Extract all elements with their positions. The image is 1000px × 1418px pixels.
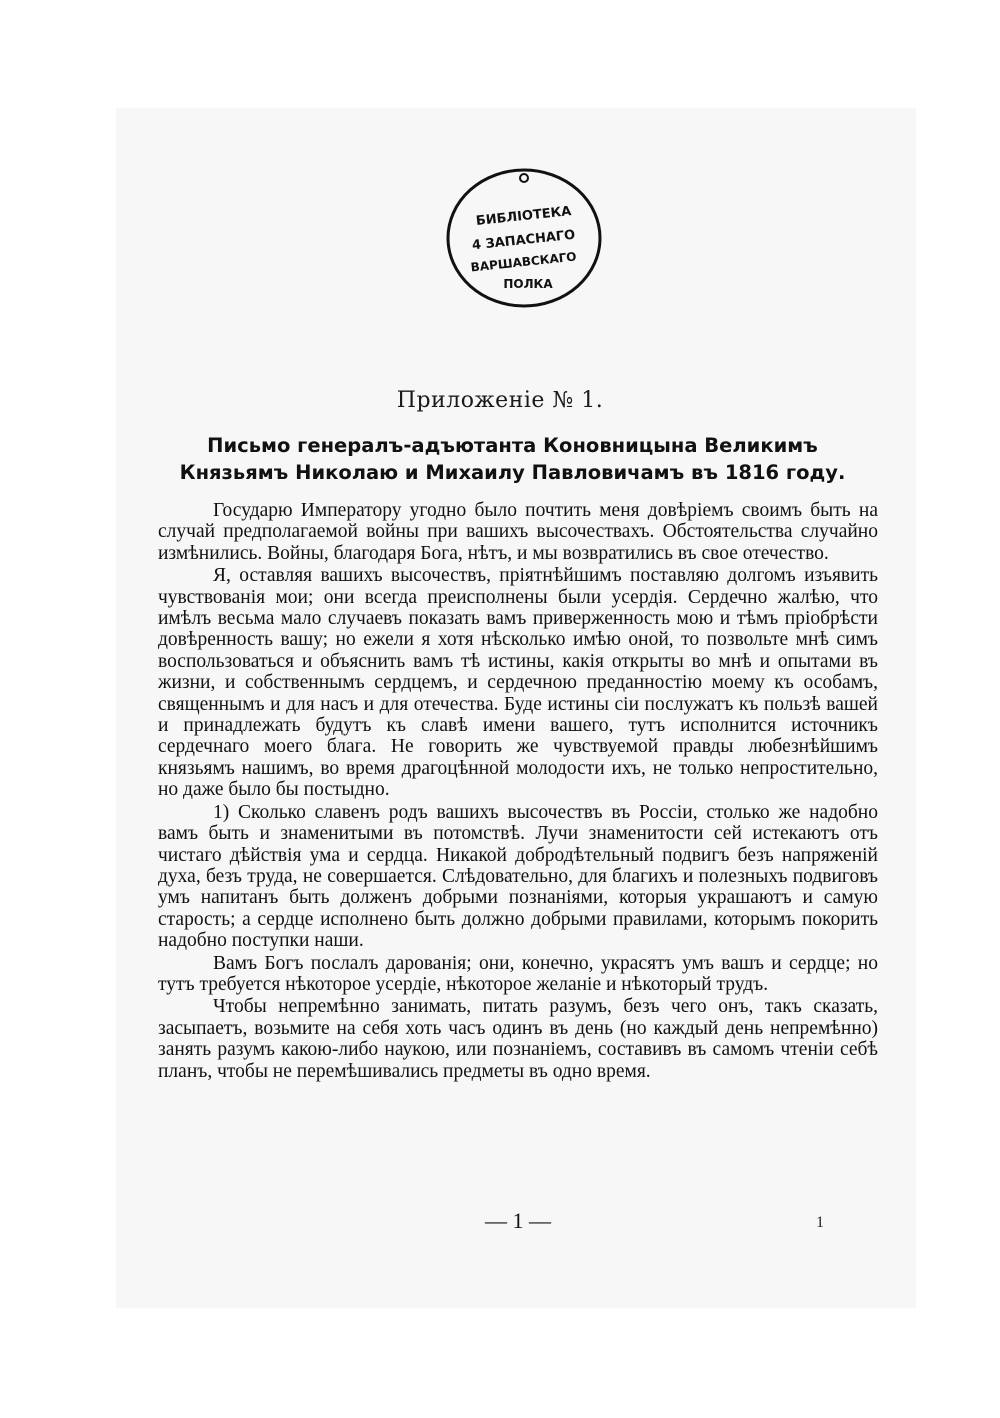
- stamp-line-2: 4 ЗАПАСНАГО: [471, 227, 576, 254]
- letter-heading: Письмо генералъ-адъютанта Коновницына Великимъ Князьямъ Николаю и Михаилу Павловичамъ въ 1816 году.: [179, 434, 846, 484]
- letter-body: [158, 500, 878, 1083]
- library-stamp: [438, 160, 606, 310]
- paragraph: Вамъ Богъ послалъ дарованія; они, конечно, украсятъ умъ вашъ и сердце; но тутъ требуется нѣкоторое усердіе, нѣкоторое желаніе и нѣкоторый трудъ.: [158, 952, 878, 995]
- paragraph: Я, оставляя вашихъ высочествъ, пріятнѣйшимъ поставляю долгомъ изъявить чувствованія мои; они всегда преисполнены были усердія. Сердечно жалѣю, что имѣлъ весьма мало случаевъ показать вамъ приверженность мою и тѣмъ пріобрѣсти довѣренность вашу; но ежели я хотя нѣсколько имѣю оной, то позвольте мнѣ симъ воспользоваться и объяснить вамъ тѣ истины, какія открыты во мнѣ и опытами въ жизни, и собственнымъ сердцемъ, и сердечною преданностію моему къ особамъ, священнымъ и для насъ и для отечества. Буде истины сіи послужатъ къ пользѣ вашей и принадлежать будутъ къ славѣ имени вашего, тутъ исполнится источникъ сердечнаго моего блага. Не говорить же чувствуемой правды любезнѣйшимъ князьямъ нашимъ, во время драгоцѣнной молодости ихъ, не только непростительно, но даже было бы постыдно.: [158, 565, 878, 801]
- stamp-line-3: ВАРШАВСКАГО: [470, 249, 578, 275]
- paragraph: Чтобы непремѣнно занимать, питать разумъ, безъ чего онъ, такъ сказать, засыпаетъ, возьмите на себя хоть часъ одинъ въ день (но каждый день непремѣнно) занять разумъ какою-либо наукою, или познаніемъ, составивъ въ самомъ чтеніи себѣ планъ, чтобы не перемѣшивались предметы въ одно время.: [158, 996, 878, 1082]
- signature-mark: 1: [816, 1214, 824, 1231]
- paragraph: Государю Императору угодно было почтить меня довѣріемъ своимъ быть на случай предполагаемой войны при вашихъ высочествахъ. Обстоятельства случайно измѣнились. Войны, благодаря Бога, нѣтъ, и мы возвратились въ свое отечество.: [158, 500, 878, 564]
- appendix-title: Приложеніе № 1.: [396, 388, 604, 413]
- page-number: — 1 —: [485, 1208, 551, 1233]
- paragraph: 1) Сколько славенъ родъ вашихъ высочествъ въ Россіи, столько же надобно вамъ быть и знаменитыми въ потомствѣ. Лучи знаменитости сей истекаютъ отъ чистаго дѣйствія ума и сердца. Никакой добродѣтельный подвигъ безъ напряженій духа, безъ труда, не совершается. Слѣдовательно, для благихъ и полезныхъ подвиговъ умъ напитанъ быть долженъ добрыми познаніями, которыя украшаютъ и самую старость; а сердце исполнено быть должно добрыми правилами, которымъ покорить надобно поступки наши.: [158, 801, 878, 952]
- stamp-line-1: БИБЛІОТЕКА: [475, 204, 573, 229]
- stamp-line-4: ПОЛКА: [503, 277, 553, 291]
